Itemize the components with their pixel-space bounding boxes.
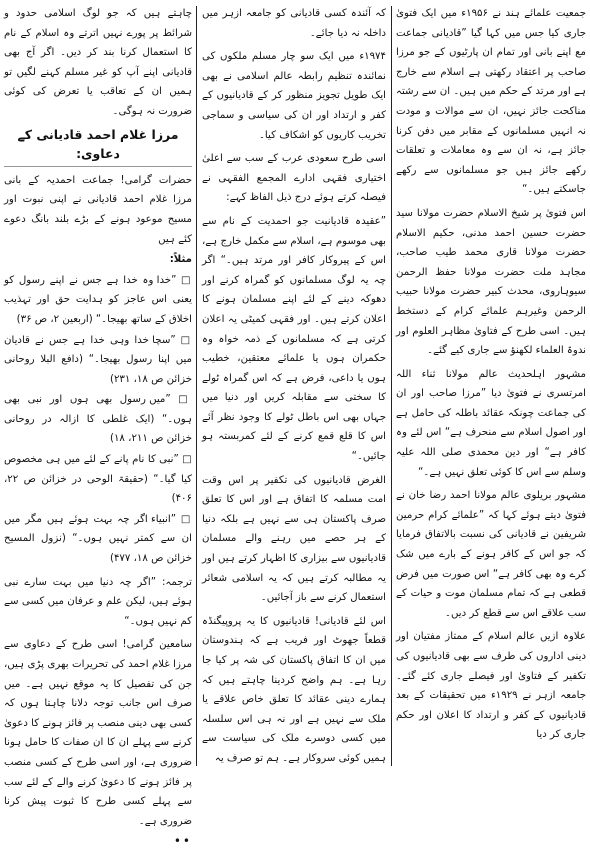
- paragraph: مشہور اہلحدیث عالم مولانا ثناء اللہ امرتسری نے فتویٰ دیا ”مرزا صاحب اور ان کی جماعت چونکہ عقائد باطلہ کی حامل ہے اور اصول اسلام سے منحرف ہے“ اس لئے وہ کافر ہے“ اور دین محمدی صلی اللہ علیہ وسلم سے اس کا کوئی تعلق نہیں ہے۔“: [396, 368, 586, 478]
- paragraph: مشہور بریلوی عالم مولانا احمد رضا خان نے فتویٰ دیتے ہوئے کہا کہ ”علمائے کرام حرمین شریفین نے قادیانی کی نسبت بالاتفاق فرمایا کہ جو اس کے کافر ہونے کے بارے میں شک کرے وہ بھی کافر ہے“ اس صورت میں فرض قطعی ہے کہ تمام مسلمان موت و حیات کے سب علاقے اس سے قطع کر دیں۔: [396, 490, 586, 619]
- claim-item: □ ”سچا خدا وہی خدا ہے جس نے قادیان میں اپنا رسول بھیجا۔“ (دافع البلا روحانی خزائن ص ۱۸، ۲۳۱): [4, 331, 192, 390]
- claim-item: □ ”میں رسول بھی ہوں اور نبی بھی ہوں۔“ (ایک غلطی کا ازالہ در روحانی خزائن ص ۲۱۱، ۱۸): [4, 390, 192, 449]
- paragraph: ۱۹۷۴ء میں ایک سو چار مسلم ملکوں کی نمائندہ تنظیم رابطہ عالم اسلامی نے بھی ایک طویل تجویز منظور کر کے قادیانیوں کے کفر و ارتداد اور ان کی سیاسی و سماجی تخریب کاریوں کو اشکاف کیا۔: [202, 51, 386, 141]
- paragraph: اس فتویٰ پر شیخ الاسلام حضرت مولانا سید حضرت حسین احمد مدنی، حکیم الاسلام حضرت مولانا قاری محمد طیب صاحب، مجاہد ملت حضرت مولانا حفظ الرحمن سیوہاروی، محدث کبیر حضرت مولانا حبیب الرحمن وغیرہم علمائے کرام کے دستخط ہیں۔ اسی طرح کے فتاویٰ مظاہر العلوم اور ندوۃ العلماء لکھنؤ سے جاری کیے گئے۔: [396, 207, 586, 357]
- section-heading: مرزا غلام احمد قادیانی کے دعاوی:: [4, 125, 192, 167]
- paragraph: اس لئے قادیانی! قادیانیوں کا یہ پروپیگنڈہ قطعاً جھوٹ اور فریب ہے کہ ہندوستان میں ان کا اتفاق پاکستان کی شہ پر کیا جا رہا ہے۔ ہم واضح کردینا چاہتے ہیں کہ ہمارے دینی عقائد کا تعلق خاص علاقے یا ملک سے نہیں ہے اور نہ ہی اس سلسلہ میں کسی دوسرے ملک کی سیاست سے ہمیں کوئی سروکار ہے۔ ہم تو صرف یہ: [202, 615, 386, 764]
- paragraph: چاہتے ہیں کہ جو لوگ اسلامی حدود و شرائط پر پورے نہیں اترتے وہ اسلام کے نام کا استعمال کرنا بند کر دیں۔ اگر آج بھی قادیانی اپنے آپ کو غیر مسلم کہنے لگیں تو ہمیں ان کے تعاقب یا تعرض کی کوئی ضرورت نہ ہوگی۔: [4, 8, 192, 117]
- paragraph: علاوہ ازیں عالم اسلام کے ممتاز مفتیان اور دینی اداروں کی طرف سے بھی قادیانیوں کی تکفیر کے فتاویٰ اور فیصلے جاری کئے گئے۔ جامعہ ازہر نے ۱۹۲۹ء میں تحقیقات کے بعد قادیانیوں کے کفر و ارتداد کا اعلان اور حکم جاری کر دیا: [396, 631, 586, 741]
- paragraph: سامعین گرامی! اسی طرح کے دعاوی سے مرزا غلام احمد کی تحریرات بھری پڑی ہیں، جن کی تفصیل کا یہ موقع نہیں ہے۔ میں صرف اس جانب توجہ دلانا چاہتا ہوں کہ کسی بھی دینی منصب پر فائز ہونے کا دعویٰ کرنے سے پہلے ان کا ان صفات کا حامل ہونا ضروری ہے، اور اسی طرح کے کسی منصب پر فائز ہونے کا دعویٰ کرنے والے کے لئے سب سے پہلے کسی طرح کا ثبوت پیش کرنا ضروری ہے۔: [4, 639, 192, 827]
- paragraph: جمعیت علمائے ہند نے ۱۹۵۶ء میں ایک فتویٰ جاری کیا جس میں کہا گیا ”قادیانی جماعت مع اپنے بانی اور تمام ان پارٹیوں کے جو مرزا صاحب پر اعتقاد رکھتی ہے اسلام سے خارج ہے اور مرتد کے حکم میں ہیں۔ ان سے رشتہ مناکحت جائز نہیں، ان سے موالات و مودت نہ انہیں مسلمانوں کے مقابر میں دفن کرنا جائز ہے، نہ ان سے وہ معاملات و تعلقات رکھے جائز ہیں جو مسلمانوں سے رکھے جاسکتے ہیں۔“: [396, 8, 586, 196]
- claim-item: □ ”نبی کا نام پانے کے لئے میں ہی مخصوص کیا گیا۔“ (حقیقۃ الوحی در خزائن ص ۲۲، ۴۰۶): [4, 450, 192, 509]
- example-label: مثلاً:: [169, 254, 192, 266]
- column-divider: [196, 6, 197, 766]
- paragraph: الغرض قادیانیوں کی تکفیر پر اس وقت امت مسلمہ کا اتفاق ہے اور اس کا تعلق صرف پاکستان ہی سے نہیں ہے بلکہ دنیا کے ہر حصے میں رہنے والے مسلمان قادیانیوں سے بیزاری کا اظہار کرتے ہیں اور یہ مطالبہ کرتے ہیں کہ یہ اسلامی شعائر استعمال کرنے سے باز آجائیں۔: [202, 474, 386, 604]
- paragraph: ترجمہ: ”اگر چہ دنیا میں بہت سارے نبی ہوئے ہیں، لیکن علم و عرفان میں کسی سے کم نہیں ہوں۔“: [4, 576, 192, 627]
- column-middle: [198, 4, 390, 768]
- column-divider: [391, 6, 392, 766]
- claim-item: □ ”خدا وہ خدا ہے جس نے اپنے رسول کو یعنی اس عاجز کو ہدایت حق اور تہذیب اخلاق کے ساتھ بھیجا۔“ (اربعین ۲، ص ۳۶): [4, 271, 192, 330]
- paragraph: کہ آئندہ کسی قادیانی کو جامعہ ازہر میں داخلہ نہ دیا جائے۔: [202, 8, 386, 39]
- claim-item: □ ”انبیاء اگر چہ بہت ہوئے ہیں مگر میں ان سے کمتر نہیں ہوں۔“ (نزول المسیح خزائن ص ۱۸، ۴۷۷): [4, 510, 192, 569]
- column-right: [392, 4, 590, 768]
- quote-paragraph: ”عقیدہ قادیانیت جو احمدیت کے نام سے بھی موسوم ہے، اسلام سے مکمل خارج ہے، اس کے پیروکار کافر اور مرتد ہیں۔“ اگر چہ یہ لوگ مسلمانوں کو گمراہ کرنے اور دھوکہ دینے کے لئے اپنے مسلمان ہونے کا اعلان کرتے ہیں۔ اور فقہی کمیٹی یہ اعلان کرتی ہے کہ مسلمانوں کے ذمہ خواہ وہ حکمران ہوں یا علمائے معتقین، خطیب ہوں یا داعی، فرض ہے کہ اس گمراہ ٹولے کا سختی سے مقابلہ کریں اور دنیا میں جہاں بھی اس باطل ٹولے کا وجود نظر آئے اس کا قلع قمع کرنے کے لئے کمربستہ ہو جائیں۔“: [202, 215, 386, 463]
- paragraph: حضرات گرامی! جماعت احمدیہ کے بانی مرزا غلام احمد قادیانی نے اپنی نبوت اور مسیح موعود ہونے کے بڑے بلند بانگ دعوے کئے ہیں: [4, 174, 192, 245]
- paragraph: اسی طرح سعودی عرب کے سب سے اعلیٰ اختیاری فقہی ادارے المجمع الفقہی نے فیصلہ کرتے ہوئے درج ذیل الفاظ کہے:: [202, 153, 386, 204]
- end-marker: ••: [173, 834, 192, 849]
- column-left: [0, 4, 196, 849]
